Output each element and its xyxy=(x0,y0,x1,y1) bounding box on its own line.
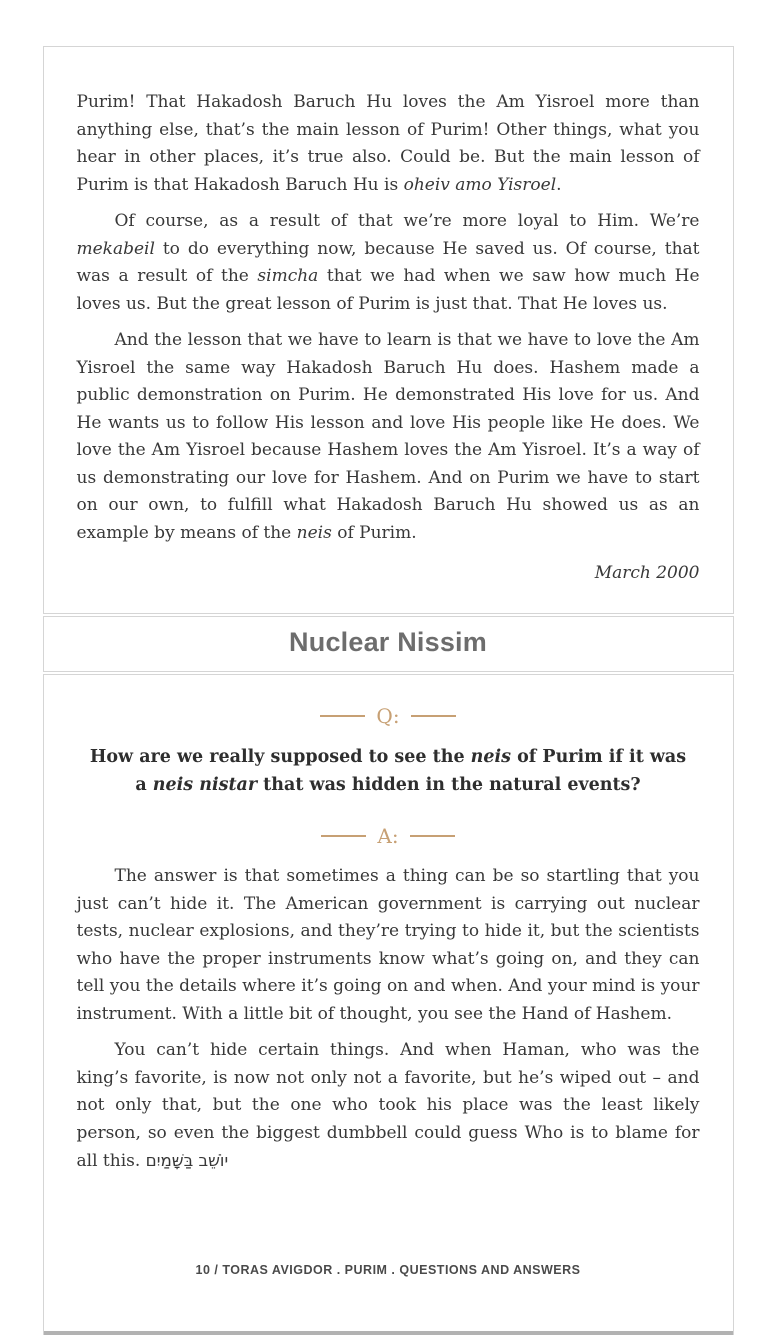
next-page-edge-bar xyxy=(44,1331,733,1335)
chapter-heading-section xyxy=(43,616,734,672)
body-paragraph: And the lesson that we have to learn is that we have to love the Am Yisroel the same way Hakadosh Baruch Hu does. Hashem made a public demonstration on Purim. He demonstrated His love for us. And He wants us to follow His lesson and love His people like He does. We love the Am Yisroel because Hashem loves the Am Yisroel. It’s a way of us demonstrating our love for Hashem. And on Purim we have to start on our own, to fulfill what Hakadosh Baruch Hu showed us as an example by means of the neis of Purim. xyxy=(76,330,700,543)
marker-line-left xyxy=(320,715,365,717)
question-label: Q: xyxy=(376,704,400,728)
page-footer: 10 / TORAS AVIGDOR . PURIM . QUESTIONS AND ANSWERS xyxy=(195,1262,581,1277)
answer-label: A: xyxy=(377,824,399,848)
answer-text xyxy=(77,863,700,1176)
marker-line-right xyxy=(411,715,456,717)
previous-answer-section xyxy=(43,46,734,614)
chapter-title: Nuclear Nissim xyxy=(289,627,487,657)
question-marker xyxy=(77,705,700,727)
body-paragraph: Of course, as a result of that we’re more loyal to Him. We’re mekabeil to do everything now, because He saved us. Of course, that was a result of the simcha that we had when we saw how much He loves us. But the great lesson of Purim is just that. That He loves us. xyxy=(76,211,700,314)
date-attribution: March 2000 xyxy=(594,563,700,583)
question-answer-section xyxy=(43,674,734,1335)
question-text: How are we really supposed to see the neis of Purim if it was a neis nistar that was hidden in the natural events? xyxy=(89,747,687,795)
answer-marker xyxy=(77,825,700,847)
body-paragraph: Purim! That Hakadosh Baruch Hu loves the Am Yisroel more than anything else, that’s the main lesson of Purim! Other things, what you hear in other places, it’s true also. Could be. But the main lesson of Purim is that Hakadosh Baruch Hu is oheiv amo Yisroel. xyxy=(76,92,700,195)
marker-line-right xyxy=(410,835,455,837)
body-paragraph: You can’t hide certain things. And when Haman, who was the king’s favorite, is now not only not a favorite, but he’s wiped out – and not only that, but the one who took his place was the least likely person, so even the biggest dumbbell could guess Who is to blame for all this. יוֹשֵׁב בַּשָּׁמַיִם xyxy=(76,1040,700,1171)
marker-line-left xyxy=(321,835,366,837)
body-paragraph: The answer is that sometimes a thing can be so startling that you just can’t hide it. The American government is carrying out nuclear tests, nuclear explosions, and they’re trying to hide it, but the scientists who have the proper instruments know what’s going on, and they can tell you the details where it’s going on and when. And your mind is your instrument. With a little bit of thought, you see the Hand of Hashem. xyxy=(76,866,700,1024)
